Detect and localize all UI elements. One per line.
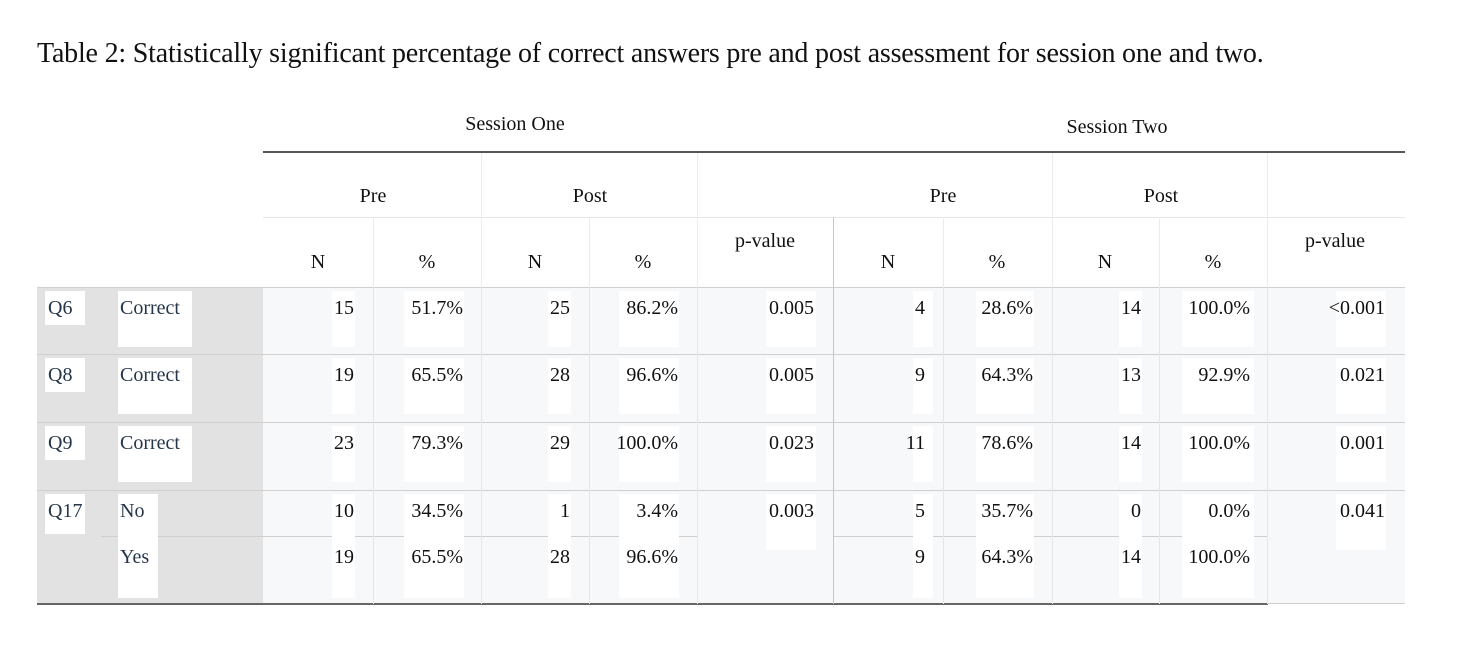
count-cell: 0: [1131, 500, 1141, 522]
count-cell: 10: [334, 500, 354, 522]
session-two-header: Session Two: [1066, 116, 1168, 138]
header-divider: [1159, 217, 1160, 287]
subheader-n: N: [310, 251, 326, 273]
p-value-cell: 0.001: [1340, 432, 1385, 454]
count-cell: 14: [1121, 297, 1141, 319]
count-cell: 9: [915, 546, 925, 568]
group-header-post: Post: [1143, 185, 1179, 207]
percent-cell: 86.2%: [626, 297, 678, 319]
row-rule: [37, 490, 1405, 491]
answer-label: No: [120, 500, 145, 522]
session-one-header: Session One: [465, 113, 565, 135]
group-header-rule: [263, 217, 1405, 218]
question-label: Q6: [48, 297, 73, 319]
table-bottom-rule: [1267, 603, 1405, 604]
question-label: Q17: [48, 500, 83, 522]
count-cell: 25: [550, 297, 570, 319]
subheader-n: N: [880, 251, 896, 273]
p-value-cell: 0.023: [769, 432, 814, 454]
question-label: Q9: [48, 432, 73, 454]
answer-label: Correct: [120, 297, 180, 319]
count-cell: 19: [334, 364, 354, 386]
percent-cell: 100.0%: [616, 432, 678, 454]
subheader-percent: %: [634, 251, 652, 273]
question-label: Q8: [48, 364, 73, 386]
count-cell: 28: [550, 364, 570, 386]
percent-cell: 96.6%: [626, 364, 678, 386]
count-cell: 14: [1121, 546, 1141, 568]
header-divider: [589, 217, 590, 287]
answer-label: Yes: [120, 546, 150, 568]
answer-label: Correct: [120, 364, 180, 386]
percent-cell: 64.3%: [981, 546, 1033, 568]
count-cell: 19: [334, 546, 354, 568]
count-cell: 13: [1121, 364, 1141, 386]
table-caption: Table 2: Statistically significant percentage of correct answers pre and post assessment for session one and two.: [37, 38, 1264, 69]
percent-cell: 92.9%: [1198, 364, 1250, 386]
percent-cell: 64.3%: [981, 364, 1033, 386]
count-cell: 15: [334, 297, 354, 319]
percent-cell: 96.6%: [626, 546, 678, 568]
row-rule: [101, 536, 697, 537]
count-cell: 29: [550, 432, 570, 454]
row-rule: [37, 354, 1405, 355]
count-cell: 4: [915, 297, 925, 319]
count-cell: 23: [334, 432, 354, 454]
count-cell: 28: [550, 546, 570, 568]
count-cell: 11: [905, 432, 925, 454]
header-divider: [373, 217, 374, 287]
subheader-n: N: [1097, 251, 1113, 273]
count-cell: 9: [915, 364, 925, 386]
p-value-cell: <0.001: [1328, 297, 1385, 319]
percent-cell: 65.5%: [411, 364, 463, 386]
pvalue-header-session-two: p-value: [1305, 230, 1365, 252]
session-header-rule: [263, 151, 1405, 153]
header-divider: [697, 153, 698, 287]
subheader-percent: %: [1204, 251, 1222, 273]
p-value-cell: 0.005: [769, 297, 814, 319]
percent-cell: 65.5%: [411, 546, 463, 568]
row-rule: [37, 287, 1405, 288]
count-cell: 14: [1121, 432, 1141, 454]
group-header-post: Post: [572, 185, 608, 207]
group-header-pre: Pre: [929, 185, 957, 207]
percent-cell: 100.0%: [1188, 432, 1250, 454]
count-cell: 5: [915, 500, 925, 522]
header-divider: [481, 153, 482, 287]
header-divider: [1267, 153, 1268, 287]
answer-label: Correct: [120, 432, 180, 454]
percent-cell: 3.4%: [636, 500, 678, 522]
p-value-cell: 0.021: [1340, 364, 1385, 386]
table-bottom-rule: [37, 603, 1268, 605]
percent-cell: 100.0%: [1188, 297, 1250, 319]
pvalue-header-session-one: p-value: [735, 230, 795, 252]
percent-cell: 35.7%: [981, 500, 1033, 522]
count-cell: 1: [560, 500, 570, 522]
percent-cell: 79.3%: [411, 432, 463, 454]
p-value-cell: 0.005: [769, 364, 814, 386]
percent-cell: 100.0%: [1188, 546, 1250, 568]
header-divider: [1052, 153, 1053, 287]
percent-cell: 34.5%: [411, 500, 463, 522]
subheader-percent: %: [988, 251, 1006, 273]
subheader-percent: %: [418, 251, 436, 273]
header-divider: [943, 217, 944, 287]
percent-cell: 28.6%: [981, 297, 1033, 319]
row-rule: [37, 422, 1405, 423]
subheader-n: N: [527, 251, 543, 273]
group-header-pre: Pre: [359, 185, 387, 207]
percent-cell: 51.7%: [411, 297, 463, 319]
percent-cell: 78.6%: [981, 432, 1033, 454]
p-value-cell: 0.003: [769, 500, 814, 522]
percent-cell: 0.0%: [1208, 500, 1250, 522]
p-value-cell: 0.041: [1340, 500, 1385, 522]
